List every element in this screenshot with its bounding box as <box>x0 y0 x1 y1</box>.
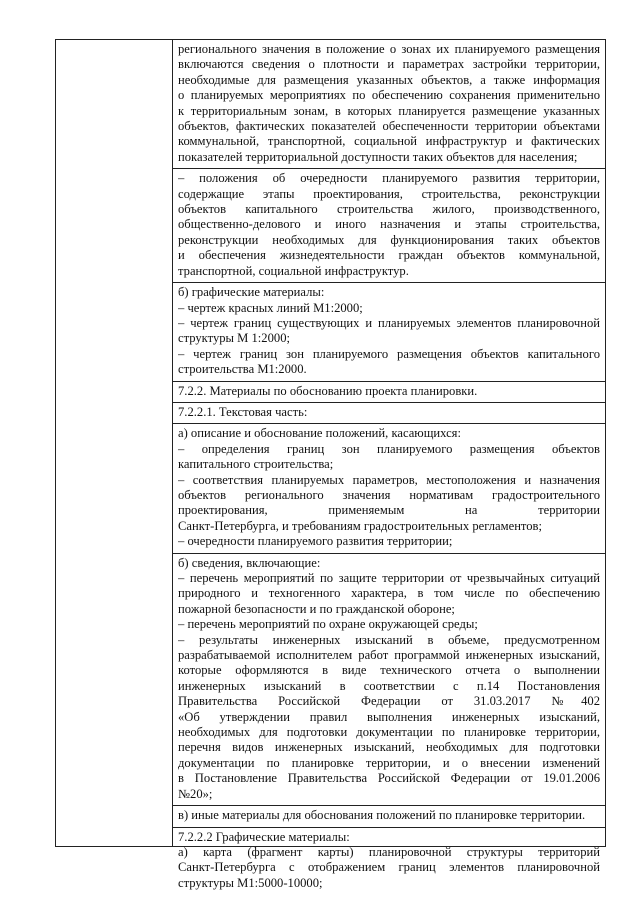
block-other-materials <box>173 806 605 827</box>
text-line: коммунальной, транспортной, социальной инфраструктур и фактических <box>178 134 600 149</box>
text-line: проектирования, применяемым на территории <box>178 503 600 518</box>
text-line: строительства М1:2000. <box>178 362 307 377</box>
text-line: разрабатываемой исполнителем работ программой инженерных изысканий, <box>178 648 600 663</box>
text-line: структуры М1:5000-10000; <box>178 875 323 890</box>
text-line: а) описание и обоснование положений, касающихся: <box>178 426 461 441</box>
text-line: в Постановление Правительства Российской Федерации от 19.01.2006 <box>178 771 600 786</box>
text-line: к территориальным зонам, в которых планируется размещение указанных <box>178 103 600 118</box>
block-7-2-2-1 <box>173 403 605 424</box>
text-line: – чертеж границ зон планируемого размещения объектов капитального <box>178 346 600 361</box>
text-line: транспортной, социальной инфраструктур. <box>178 263 409 278</box>
text-line: – очередности планируемого развития территории; <box>178 534 453 549</box>
text-line: в) иные материалы для обоснования положений по планировке территории. <box>178 808 586 823</box>
text-line: о планируемых мероприятиях по обеспечению сохранения применительно <box>178 88 600 103</box>
text-line: 7.2.2.1. Текстовая часть: <box>178 404 308 419</box>
text-line: перечня видов инженерных изысканий, необходимых для подготовки <box>178 740 600 755</box>
text-line: реконструкции необходимых для функционирования таких объектов <box>178 232 600 247</box>
text-line: регионального значения в положение о зонах их планируемого размещения <box>178 42 600 56</box>
text-line: документации по планировке территории, и о внесении изменений <box>178 755 600 770</box>
text-line: – соответствия планируемых параметров, местоположения и назначения <box>178 472 600 487</box>
text-line: – определения границ зон планируемого размещения объектов <box>178 441 600 456</box>
text-line: а) карта (фрагмент карты) планировочной структуры территорий <box>178 844 600 859</box>
text-line: №20»; <box>178 786 213 801</box>
document-table <box>55 39 606 890</box>
text-line: показателей территориальной доступности таких объектов для населения; <box>178 149 578 164</box>
block-information <box>173 554 605 807</box>
text-line: – результаты инженерных изысканий в объеме, предусмотренном <box>178 632 600 647</box>
text-line: объектов регионального значения нормативам градостроительного <box>178 487 600 502</box>
text-line: природного и техногенного характера, в том числе по обеспечению <box>178 586 600 601</box>
text-line: – перечень мероприятий по охране окружающей среды; <box>178 617 478 632</box>
text-line: «Об утверждении правил выполнения инженерных изысканий, <box>178 709 600 724</box>
text-line: объектов капитального строительства жилого, производственного, <box>178 202 600 217</box>
content-column <box>173 40 605 890</box>
text-line: Санкт-Петербурга с отображением границ элементов планировочной <box>178 860 600 875</box>
text-line: структуры М 1:2000; <box>178 331 290 346</box>
block-7-2-2 <box>173 382 605 403</box>
text-line: необходимых для подготовки документации по планировке территории, <box>178 725 600 740</box>
text-line: пожарной безопасности и по гражданской обороне; <box>178 601 455 616</box>
block-graphic-materials <box>173 283 605 381</box>
text-line: инженерных изысканий в соответствии с п.14 Постановления <box>178 678 600 693</box>
text-line: б) графические материалы: <box>178 285 325 300</box>
text-line: – перечень мероприятий по защите территории от чрезвычайных ситуаций <box>178 571 600 585</box>
block-description <box>173 424 605 553</box>
text-line: включаются сведения о плотности и параметрах застройки территории, <box>178 57 600 72</box>
text-line: которые оформляются в виде технического отчета о выполнении <box>178 663 600 678</box>
text-line: необходимые для размещения указанных объектов, а также информация <box>178 72 600 87</box>
text-line: б) сведения, включающие: <box>178 555 321 570</box>
block-development-stages <box>173 169 605 283</box>
text-line: – чертеж красных линий М1:2000; <box>178 300 363 315</box>
text-line: и обеспечения жизнедеятельности граждан объектов коммунальной, <box>178 248 600 263</box>
text-line: объектов, фактических показателей обеспеченности территории объектами <box>178 119 600 134</box>
text-line: 7.2.2. Материалы по обоснованию проекта планировки. <box>178 383 478 398</box>
text-line: капитального строительства; <box>178 457 334 472</box>
left-column <box>56 40 173 846</box>
text-line: содержащие этапы проектирования, строительства, реконструкции <box>178 186 600 201</box>
text-line: – положения об очередности планируемого развития территории, <box>178 171 600 186</box>
text-line: Санкт-Петербурга, и требованиям градостроительных регламентов; <box>178 518 543 533</box>
text-line: Правительства Российской Федерации от 31.03.2017 №402 <box>178 694 600 709</box>
block-regional-objects <box>173 40 605 169</box>
block-7-2-2-2 <box>173 828 605 895</box>
text-line: 7.2.2.2 Графические материалы: <box>178 829 350 844</box>
text-line: общественно-делового и иного назначения и этапы строительства, <box>178 217 600 232</box>
text-line: – чертеж границ существующих и планируемых элементов планировочной <box>178 315 600 330</box>
